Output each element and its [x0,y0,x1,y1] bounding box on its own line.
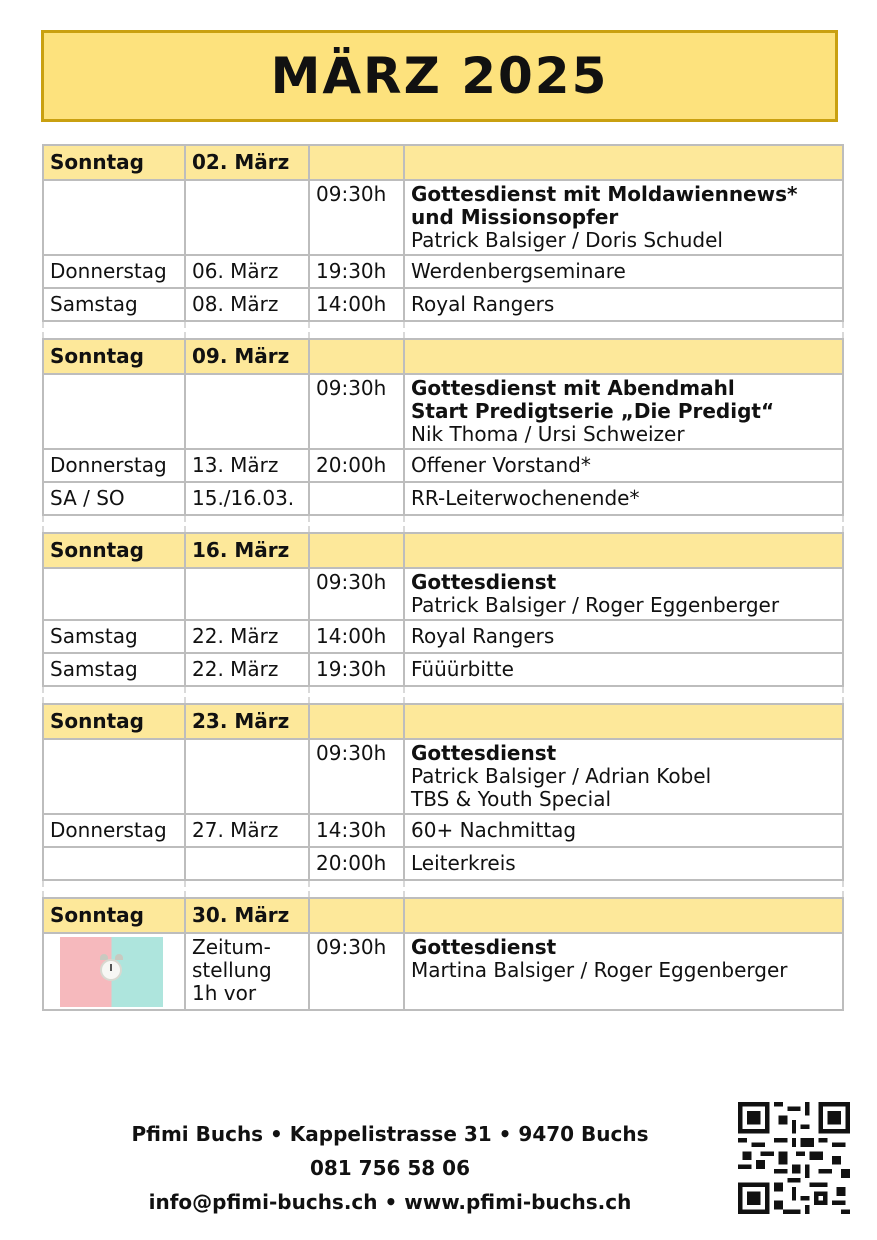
date-note-line: Zeitum- [192,935,271,959]
event-date: 13. März [185,449,309,482]
event-row [43,482,843,515]
event-title: und Missionsopfer [411,205,619,229]
event-description [404,482,843,515]
sunday-day: Sonntag [43,339,185,374]
event-day [43,568,185,620]
event-description [404,374,843,449]
event-detail: Leiterkreis [411,851,516,875]
event-title: Gottesdienst mit Moldawiennews* [411,182,798,206]
empty-cell [309,145,404,180]
event-description [404,288,843,321]
event-description [404,847,843,880]
page-title: MÄRZ 2025 [270,47,609,105]
event-day: Donnerstag [43,814,185,847]
event-date [185,180,309,255]
empty-cell [309,533,404,568]
empty-cell [309,339,404,374]
event-row [43,739,843,814]
sunday-header-row [43,533,843,568]
event-day [43,374,185,449]
spacer-cell [43,880,185,898]
event-description [404,653,843,686]
spacer-row [43,321,843,339]
spacer-cell [185,880,309,898]
sunday-header-row [43,145,843,180]
spacer-cell [185,686,309,704]
event-time: 09:30h [309,933,404,1010]
empty-cell [404,898,843,933]
event-title: Gottesdienst [411,741,557,765]
spacer-cell [309,880,404,898]
clock-hand [110,964,112,971]
sunday-day: Sonntag [43,898,185,933]
sunday-header-row [43,898,843,933]
event-detail: Offener Vorstand* [411,453,591,477]
spacer-row [43,686,843,704]
event-detail: Patrick Balsiger / Doris Schudel [411,228,723,252]
spacer-cell [43,686,185,704]
event-day: Donnerstag [43,449,185,482]
event-detail: TBS & Youth Special [411,787,611,811]
empty-cell [404,145,843,180]
event-title: Gottesdienst mit Abendmahl [411,376,735,400]
event-time: 09:30h [309,739,404,814]
event-day [43,739,185,814]
spacer-cell [404,515,843,533]
event-title: Start Predigtserie „Die Predigt“ [411,399,775,423]
event-date [185,374,309,449]
event-day: Samstag [43,288,185,321]
sunday-date: 09. März [185,339,309,374]
event-date: 15./16.03. [185,482,309,515]
date-note-line: 1h vor [192,981,257,1005]
spacer-cell [309,515,404,533]
event-time: 19:30h [309,653,404,686]
footer-address: Pfimi Buchs • Kappelistrasse 31 • 9470 Buchs [131,1122,649,1146]
event-day: SA / SO [43,482,185,515]
event-time: 14:00h [309,288,404,321]
spacer-cell [185,515,309,533]
event-time: 09:30h [309,374,404,449]
event-description [404,933,843,1010]
spacer-cell [43,515,185,533]
spacer-cell [309,686,404,704]
event-time: 09:30h [309,568,404,620]
title-banner [41,30,838,122]
sunday-header-row [43,704,843,739]
event-title: Gottesdienst [411,570,557,594]
event-row [43,933,843,1010]
event-detail: RR-Leiterwochenende* [411,486,640,510]
event-date: 06. März [185,255,309,288]
event-row [43,847,843,880]
spacer-cell [404,686,843,704]
event-detail: Martina Balsiger / Roger Eggenberger [411,958,788,982]
spacer-row [43,515,843,533]
sunday-date: 30. März [185,898,309,933]
event-row [43,288,843,321]
event-detail: Royal Rangers [411,624,555,648]
event-date: 27. März [185,814,309,847]
sunday-date: 16. März [185,533,309,568]
event-detail: 60+ Nachmittag [411,818,577,842]
event-detail: Patrick Balsiger / Adrian Kobel [411,764,712,788]
event-date [185,847,309,880]
sunday-day: Sonntag [43,145,185,180]
event-row [43,180,843,255]
event-description [404,814,843,847]
empty-cell [309,898,404,933]
event-day: Samstag [43,620,185,653]
event-time: 14:30h [309,814,404,847]
sunday-header-row [43,339,843,374]
event-detail: Patrick Balsiger / Roger Eggenberger [411,593,780,617]
event-time: 20:00h [309,449,404,482]
event-row [43,814,843,847]
sunday-date: 02. März [185,145,309,180]
date-note-line: stellung [192,958,272,982]
footer-phone: 081 756 58 06 [309,1156,471,1180]
event-title: Gottesdienst [411,935,557,959]
footer-contact: info@pfimi-buchs.ch • www.pfimi-buchs.ch [148,1190,632,1214]
sunday-day: Sonntag [43,533,185,568]
event-date: 22. März [185,653,309,686]
event-date [185,568,309,620]
spacer-cell [404,321,843,339]
schedule-table [42,144,844,1011]
sunday-day: Sonntag [43,704,185,739]
clock-bell [115,954,123,960]
event-date [185,739,309,814]
event-description [404,739,843,814]
event-detail: Füüürbitte [411,657,514,681]
event-detail: Werdenbergseminare [411,259,626,283]
event-day: Donnerstag [43,255,185,288]
event-row [43,620,843,653]
event-description [404,568,843,620]
event-day: Samstag [43,653,185,686]
event-time: 19:30h [309,255,404,288]
event-detail: Royal Rangers [411,292,555,316]
event-time [309,482,404,515]
event-date: 08. März [185,288,309,321]
event-detail: Nik Thoma / Ursi Schweizer [411,422,685,446]
event-row [43,374,843,449]
spacer-row [43,880,843,898]
empty-cell [309,704,404,739]
event-date: 22. März [185,620,309,653]
qr-code-icon [738,1102,850,1214]
event-description [404,180,843,255]
image-cell [43,933,185,1010]
event-time: 20:00h [309,847,404,880]
event-time: 09:30h [309,180,404,255]
event-day [43,180,185,255]
alarm-clock-photo [60,937,163,1007]
event-description [404,449,843,482]
event-row [43,653,843,686]
sunday-date: 23. März [185,704,309,739]
event-description [404,255,843,288]
spacer-cell [309,321,404,339]
event-row [43,449,843,482]
event-description [404,620,843,653]
event-day [43,847,185,880]
empty-cell [404,704,843,739]
spacer-cell [43,321,185,339]
empty-cell [404,533,843,568]
event-time: 14:00h [309,620,404,653]
spacer-cell [185,321,309,339]
event-date [185,933,309,1010]
empty-cell [404,339,843,374]
event-row [43,568,843,620]
spacer-cell [404,880,843,898]
event-row [43,255,843,288]
